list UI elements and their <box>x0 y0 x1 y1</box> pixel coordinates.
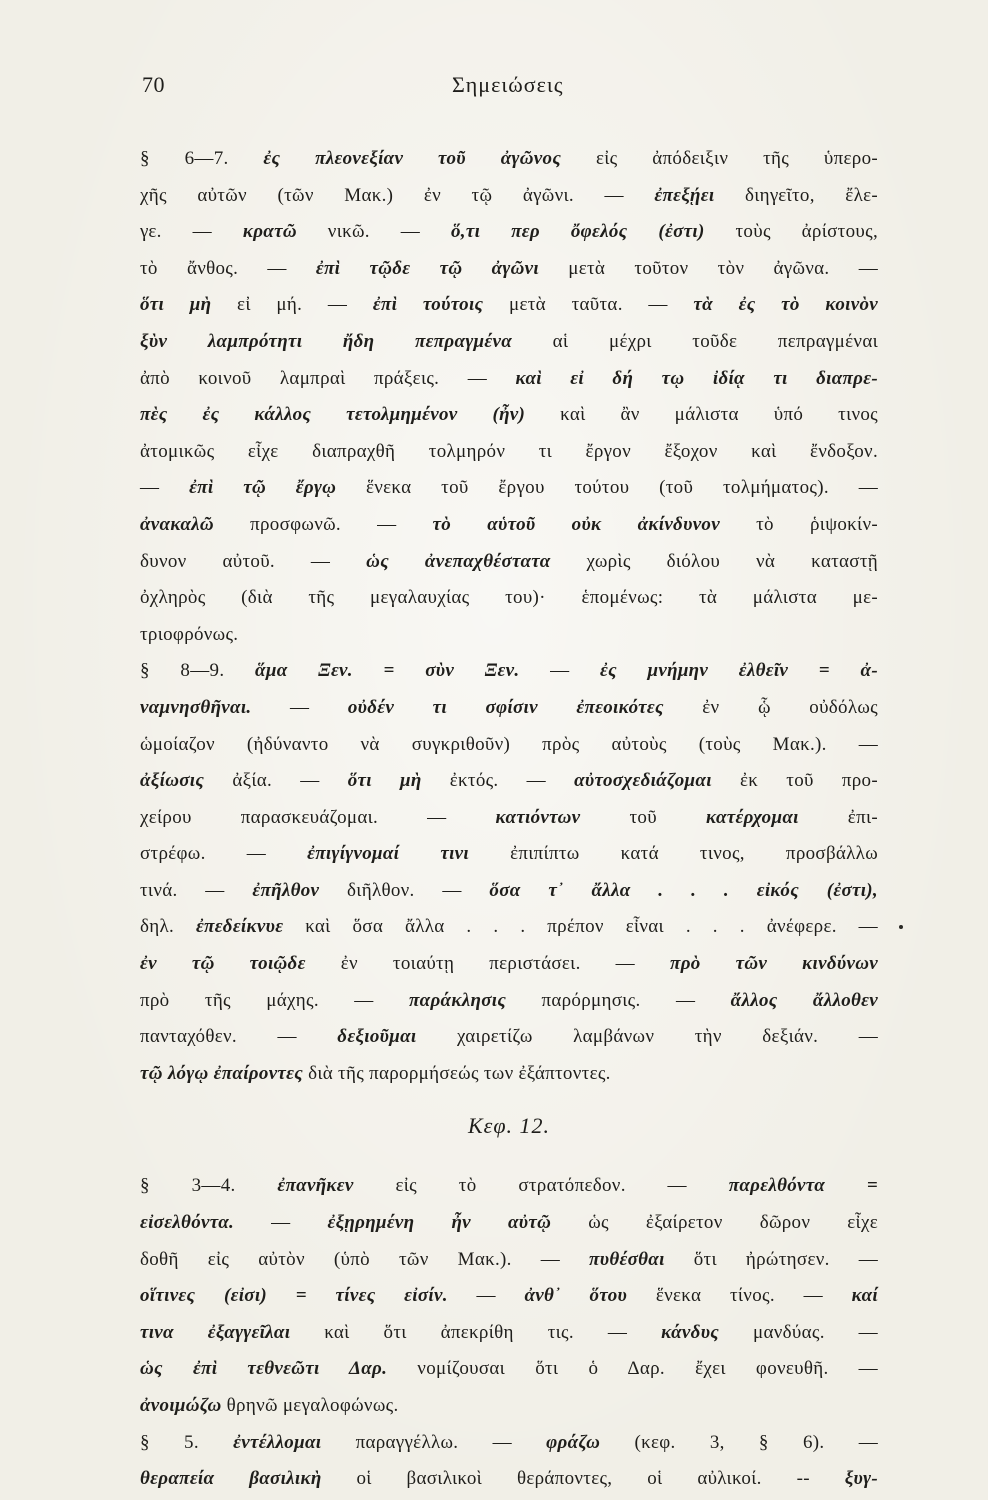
text-line <box>140 983 878 1020</box>
gloss-text: ἐπιπίπτω κατά τινος, προσβάλλω <box>468 843 878 865</box>
text-line <box>140 1315 878 1352</box>
text-line <box>140 909 878 946</box>
lemma-term: ὅσα τ᾽ ἄλλα . . . εἰκός (ἐστι), <box>489 879 878 901</box>
gloss-text: ἀπὸ κοινοῦ λαμπραὶ πράξεις. — <box>140 367 516 389</box>
lemma-term: ἐπὶ τῷ ἔργῳ <box>189 477 337 499</box>
gloss-text: παρόρμησις. — <box>506 989 731 1011</box>
lemma-term: θεραπεία βασιλικὴ <box>140 1468 322 1490</box>
lemma-term: ἀξίωσις <box>140 770 205 792</box>
lemma-term: καί <box>851 1285 878 1307</box>
gloss-text: — <box>447 1285 525 1307</box>
lemma-term: ὡς ἐπὶ τεθνεῶτι Δαρ. <box>140 1358 388 1380</box>
lemma-term: οἵτινες (εἰσι) = τίνες εἰσίν. <box>140 1285 448 1307</box>
lemma-term: ἀνοιμώζω <box>140 1395 222 1416</box>
gloss-text: ἐν ᾧ οὐδόλως <box>663 696 879 718</box>
chapter-heading: Κεφ. 12. <box>467 1113 550 1139</box>
text-line <box>140 434 878 471</box>
text-line <box>140 727 878 764</box>
text-line <box>140 1056 878 1093</box>
text-line <box>140 1388 878 1425</box>
text-line <box>140 287 878 324</box>
lemma-term: κάνδυς <box>661 1321 720 1343</box>
lemma-term: ἐντέλλομαι <box>233 1431 322 1453</box>
gloss-text: ἐκ τοῦ προ- <box>711 770 878 792</box>
lemma-term: ἐπεδείκνυε <box>195 916 284 938</box>
gloss-text: πρὸ τῆς μάχης. — <box>140 989 409 1011</box>
text-line <box>140 251 878 288</box>
gloss-text: τριοφρόνως. <box>140 623 239 645</box>
gloss-text: καὶ ὅτι ἀπεκρίθη τις. — <box>290 1321 662 1343</box>
text-line <box>140 1461 878 1498</box>
gloss-text: μανδύας. — <box>719 1321 878 1343</box>
gloss-text: εἰ μή. — <box>211 294 373 316</box>
gloss-text: ὀχληρὸς (διὰ τῆς μεγαλαυχίας του)· ἑπομένως: τὰ μάλιστα με- <box>140 587 878 609</box>
lemma-term: ἀνθ᾽ ὅτου <box>524 1285 628 1307</box>
text-line <box>140 1425 878 1462</box>
lemma-term: τὰ ἐς τὸ κοινὸν <box>693 294 878 316</box>
lemma-term: ἐς μνήμην ἐλθεῖν = ἀ- <box>600 660 878 682</box>
lemma-term: ἐς πλεονεξίαν τοῦ ἀγῶνος <box>263 148 562 169</box>
gloss-text: καὶ ἂν μάλιστα ὑπό τινος <box>525 404 878 426</box>
notes-section-chapter-11 <box>140 141 878 1092</box>
gloss-text: τὸ ἄνθος. — <box>140 257 316 279</box>
text-line <box>140 1019 878 1056</box>
lemma-term: κατέρχομαι <box>705 806 799 828</box>
gloss-text: νομίζουσαι ὅτι ὁ Δαρ. ἔχει φονευθῆ. — <box>387 1358 878 1380</box>
gloss-text: δηλ. <box>140 916 196 938</box>
lemma-term: τινα ἐξαγγεῖλαι <box>140 1321 291 1343</box>
lemma-term: ἐν τῷ τοιῷδε <box>140 953 306 975</box>
gloss-text: — <box>251 696 348 718</box>
gloss-text: στρέφω. — <box>140 843 308 865</box>
text-line <box>140 1168 878 1205</box>
gloss-text: τὸ ῥιψοκίν- <box>719 513 878 535</box>
lemma-term: ξυγ- <box>844 1468 878 1490</box>
lemma-term: ἐπῆλθον <box>252 879 320 901</box>
lemma-term: ἐπιγίγνομαί τινι <box>307 843 469 865</box>
lemma-term: πρὸ τῶν κινδύνων <box>670 953 878 975</box>
lemma-term: ἅμα Ξεν. = σὺν Ξεν. <box>255 660 520 682</box>
gloss-text: χείρου παρασκευάζομαι. — <box>140 806 496 828</box>
lemma-term: παρελθόντα = <box>728 1175 878 1197</box>
lemma-term: ἐξῃρημένη ἦν αὐτῷ <box>327 1212 552 1234</box>
text-line <box>140 690 878 727</box>
gloss-text: § 8—9. <box>140 660 256 682</box>
text-line <box>140 1278 878 1315</box>
gloss-text: χωρὶς διόλου νὰ καταστῇ <box>550 550 878 572</box>
gloss-text: § 5. <box>140 1431 234 1453</box>
gloss-text: δυνον αὐτοῦ. — <box>140 550 367 572</box>
text-line <box>140 397 878 434</box>
lemma-term: ὅτι μὴ <box>140 294 212 316</box>
text-line <box>140 324 878 361</box>
text-line <box>140 507 878 544</box>
gloss-text: § 3—4. <box>140 1175 278 1197</box>
lemma-term: ὅτι μὴ <box>347 770 422 792</box>
gloss-text: θρηνῶ μεγαλοφώνως. <box>221 1395 399 1416</box>
notes-body <box>140 141 878 1498</box>
gloss-text: ἕνεκα τοῦ ἔργου τούτου (τοῦ τολμήματος). — <box>336 477 878 499</box>
gloss-text: καὶ ὅσα ἄλλα . . . πρέπον εἶναι . . . ἀνέφερε. — <box>283 916 878 938</box>
lemma-term: ξὺν λαμπρότητι ἤδη πεπραγμένα <box>140 330 513 352</box>
gloss-text: τοῦ <box>580 806 706 828</box>
lemma-term: ναμνησθῆναι. <box>140 696 252 718</box>
margin-mark <box>899 925 903 929</box>
gloss-text: ἐκτός. — <box>421 770 575 792</box>
lemma-term: ἐπὶ τῷδε τῷ ἀγῶνι <box>315 257 539 279</box>
page-header <box>142 72 876 112</box>
text-line <box>140 1205 878 1242</box>
text-line <box>140 653 878 690</box>
gloss-text: διηγεῖτο, ἔλε- <box>714 184 878 206</box>
gloss-text: προσφωνῶ. — <box>213 513 433 535</box>
gloss-text: ὅτι ἠρώτησεν. — <box>664 1248 878 1270</box>
gloss-text: οἱ βασιλικοὶ θεράποντες, οἱ αὐλικοί. -- <box>321 1468 845 1490</box>
gloss-text: χαιρετίζω λαμβάνων τὴν δεξιάν. — <box>416 1026 878 1048</box>
gloss-text: αἱ μέχρι τοῦδε πεπραγμέναι <box>512 330 878 352</box>
gloss-text: πανταχόθεν. — <box>140 1026 338 1048</box>
gloss-text: — <box>519 660 600 682</box>
lemma-term: κατιόντων <box>495 806 581 828</box>
text-line <box>140 361 878 398</box>
gloss-text: διὰ τῆς παρορμήσεώς των ἐξάπτοντες. <box>303 1062 611 1084</box>
gloss-text: διῆλθον. — <box>319 879 490 901</box>
gloss-text: (κεφ. 3, § 6). — <box>600 1431 879 1453</box>
lemma-term: πυθέσθαι <box>589 1248 665 1270</box>
lemma-term: καὶ εἰ δή τῳ ἰδίᾳ τι διαπρε- <box>515 367 878 389</box>
text-line <box>140 946 878 983</box>
lemma-term: ἄλλος ἄλλοθεν <box>730 989 878 1011</box>
gloss-text: εἰς τὸ στρατόπεδον. — <box>353 1175 729 1197</box>
lemma-term: ἐπανῆκεν <box>277 1175 354 1197</box>
text-line <box>140 617 878 654</box>
gloss-text: ἐν τοιαύτῃ περιστάσει. — <box>305 953 671 975</box>
text-line <box>140 1351 878 1388</box>
gloss-text: ὡς ἐξαίρετον δῶρον εἶχε <box>551 1212 878 1234</box>
notes-section-chapter-12 <box>140 1168 878 1497</box>
text-line <box>140 141 878 178</box>
lemma-term: ὡς ἀνεπαχθέστατα <box>366 550 551 572</box>
gloss-text: — <box>140 477 190 499</box>
lemma-term: δεξιοῦμαι <box>337 1026 417 1048</box>
text-line <box>140 836 878 873</box>
text-line <box>140 470 878 507</box>
lemma-term: εἰσελθόντα. <box>140 1212 235 1234</box>
text-line <box>140 214 878 251</box>
gloss-text: ἐπι- <box>798 806 879 828</box>
lemma-term: αὐτοσχεδιάζομαι <box>574 770 712 792</box>
lemma-term: ἀνακαλῶ <box>140 513 214 535</box>
lemma-term: τὸ αὑτοῦ οὐκ ἀκίνδυνον <box>432 513 720 535</box>
lemma-term: ὅ,τι περ ὄφελός (ἐστι) <box>450 221 705 243</box>
text-line <box>140 580 878 617</box>
page-number: 70 <box>142 72 165 97</box>
lemma-term: φράζω <box>546 1431 601 1453</box>
gloss-text: παραγγέλλω. — <box>321 1431 547 1453</box>
gloss-text: ἀξία. — <box>204 770 348 792</box>
text-line <box>140 178 878 215</box>
lemma-term: κρατῶ <box>242 221 297 243</box>
text-line <box>140 544 878 581</box>
lemma-term: παράκλησις <box>408 989 507 1011</box>
gloss-text: εἰς ἀπόδειξιν τῆς ὑπερο- <box>561 148 879 169</box>
gloss-text: τινά. — <box>140 879 253 901</box>
gloss-text: — <box>234 1212 328 1234</box>
gloss-text: χῆς αὐτῶν (τῶν Μακ.) ἐν τῷ ἀγῶνι. — <box>140 184 655 206</box>
lemma-term: τῷ λόγῳ ἐπαίροντες <box>140 1062 304 1084</box>
gloss-text: τοὺς ἀρίστους, <box>704 221 878 243</box>
gloss-text: ὡμοίαζον (ἠδύναντο νὰ συγκριθοῦν) πρὸς αὐτοὺς (τοὺς Μακ.). — <box>140 733 878 755</box>
gloss-text: μετὰ ταῦτα. — <box>483 294 694 316</box>
gloss-text: νικῶ. — <box>296 221 451 243</box>
running-head: Σημειώσεις <box>452 72 564 97</box>
lemma-term: πὲς ἐς κάλλος τετολμημένον (ἦν) <box>140 404 526 426</box>
gloss-text: μετὰ τοῦτον τὸν ἀγῶνα. — <box>538 257 878 279</box>
gloss-text: γε. — <box>140 221 243 243</box>
text-line <box>140 1242 878 1279</box>
lemma-term: οὐδέν τι σφίσιν ἐπεοικότες <box>347 696 664 718</box>
text-line <box>140 873 878 910</box>
lemma-term: ἐπὶ τούτοις <box>372 294 484 316</box>
text-line <box>140 763 878 800</box>
text-line <box>140 800 878 837</box>
gloss-text: δοθῆ εἰς αὐτὸν (ὑπὸ τῶν Μακ.). — <box>140 1248 590 1270</box>
lemma-term: ἐπεξῄει <box>654 184 715 206</box>
gloss-text: § 6—7. <box>140 148 264 169</box>
gloss-text: ἕνεκα τίνος. — <box>627 1285 852 1307</box>
gloss-text: ἀτομικῶς εἶχε διαπραχθῆ τολμηρόν τι ἔργον ἔξοχον καὶ ἔνδοξον. <box>140 440 878 462</box>
